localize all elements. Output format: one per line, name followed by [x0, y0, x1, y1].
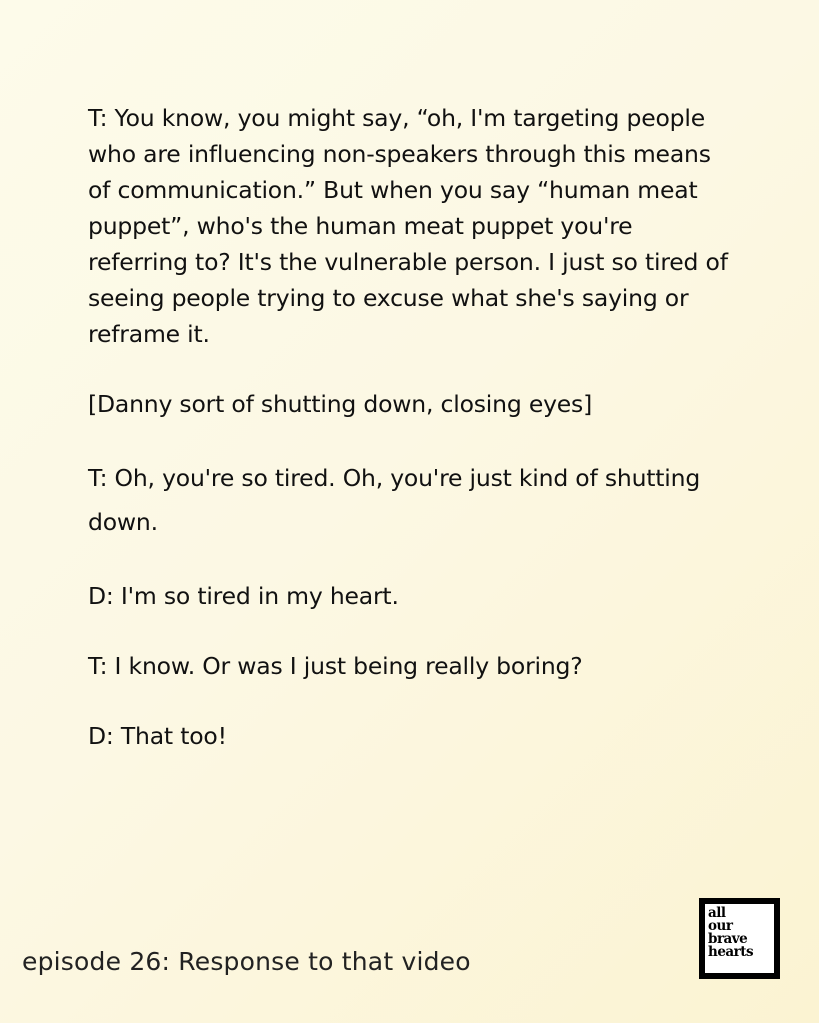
transcript: [88, 100, 738, 754]
logo-line: brave: [708, 931, 748, 947]
logo-line: our: [708, 918, 733, 934]
brand-logo: [699, 898, 780, 979]
transcript-line: T: Oh, you're so tired. Oh, you're just kind of shutting down.: [88, 464, 701, 536]
episode-title: episode 26: Response to that video: [22, 947, 471, 976]
transcript-line: D: That too!: [88, 722, 227, 750]
transcript-line: [Danny sort of shutting down, closing eyes]: [88, 390, 593, 418]
transcript-line: T: You know, you might say, “oh, I'm targeting people who are influencing non-speakers through this means of communication.” But when you say “human meat puppet”, who's the human meat puppet you're referring to? It's the vulnerable person. I just so tired of seeing people trying to excuse what she's saying or reframe it.: [88, 104, 728, 348]
logo-line: hearts: [708, 944, 754, 960]
transcript-line: T: I know. Or was I just being really boring?: [88, 652, 583, 680]
transcript-line: D: I'm so tired in my heart.: [88, 582, 399, 610]
logo-line: all: [708, 905, 726, 921]
